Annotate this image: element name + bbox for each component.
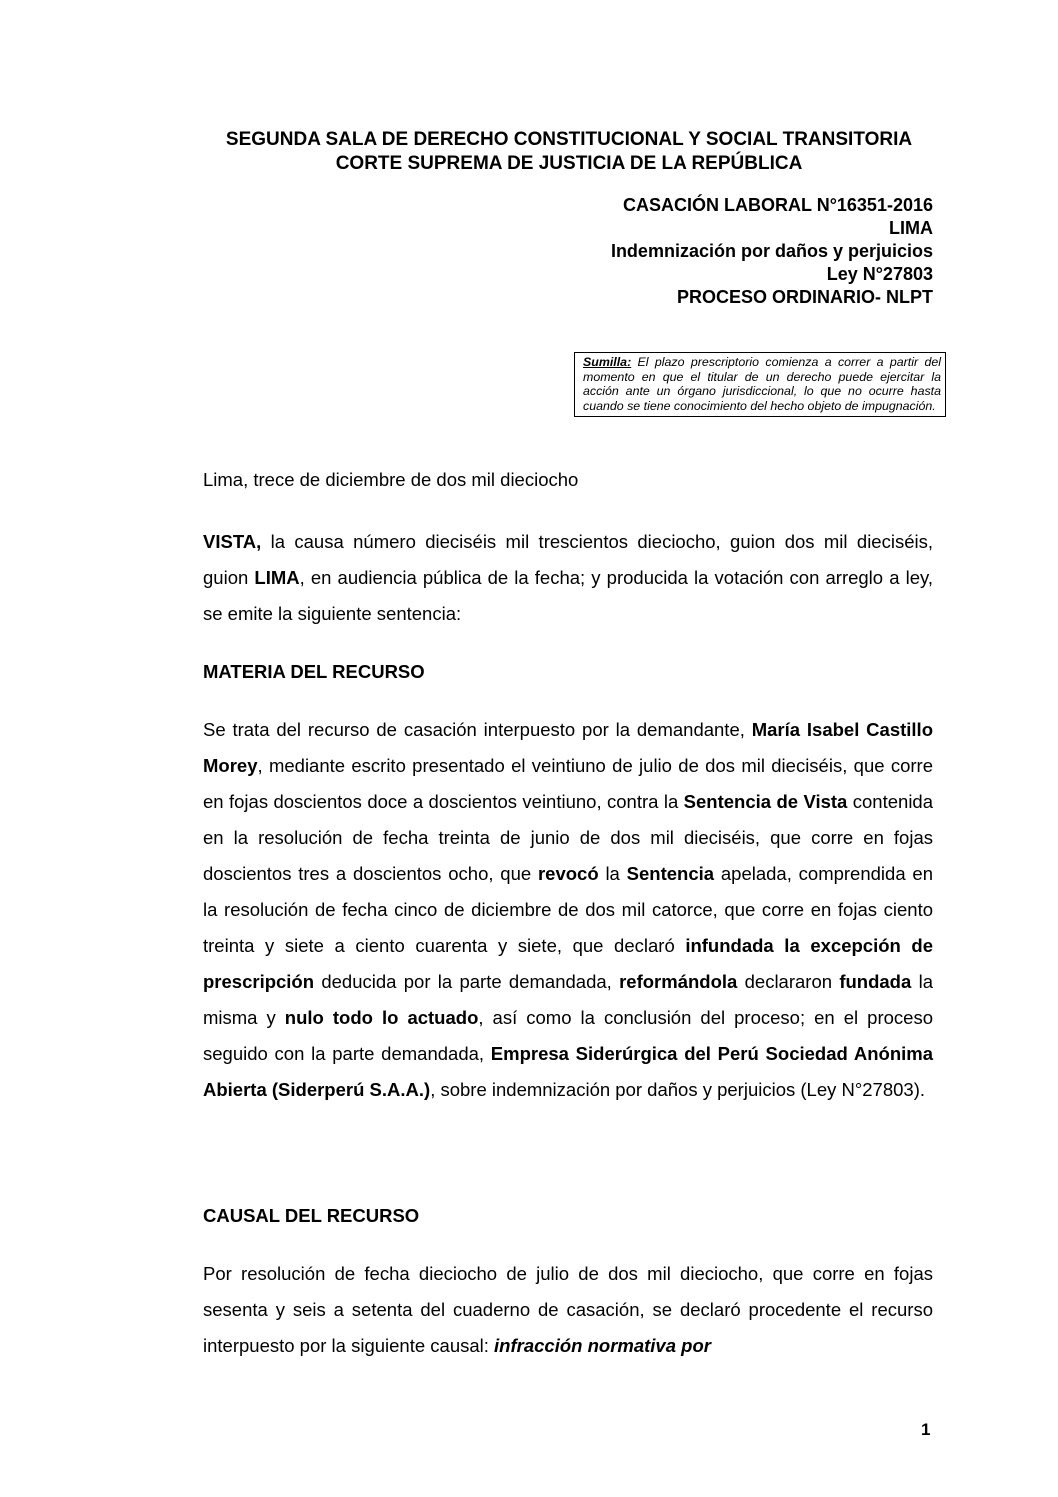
- case-number: CASACIÓN LABORAL N°16351-2016: [623, 195, 933, 215]
- materia-text-7: declararon: [737, 971, 840, 992]
- vista-bold-2: LIMA: [254, 567, 300, 588]
- materia-bold-9: Empresa Siderúrgica del Perú Sociedad Anónima Abierta (Siderperú S.A.A.): [203, 1043, 933, 1100]
- materia-bold-5: infundada la excepción de prescripción: [203, 935, 933, 992]
- case-city: LIMA: [889, 218, 933, 238]
- sumilla-label: Sumilla:: [583, 355, 632, 369]
- court-header-line-1: SEGUNDA SALA DE DERECHO CONSTITUCIONAL Y SOCIAL TRANSITORIA: [225, 129, 913, 150]
- vista-text-1: la causa número dieciséis mil trescientos dieciocho, guion dos mil dieciséis, guion: [203, 531, 933, 588]
- causal-paragraph: [203, 1256, 933, 1364]
- materia-paragraph: [203, 712, 933, 1108]
- section-title-causal: CAUSAL DEL RECURSO: [203, 1205, 420, 1226]
- materia-text-4: la: [598, 863, 627, 884]
- court-header-line-2: CORTE SUPREMA DE JUSTICIA DE LA REPÚBLICA: [335, 153, 803, 174]
- vista-text-2: , en audiencia pública de la fecha; y producida la votación con arreglo a ley, se emite la siguiente sentencia:: [203, 567, 934, 624]
- vista-paragraph: [203, 524, 933, 632]
- causal-text-1: Por resolución de fecha dieciocho de julio de dos mil dieciocho, que corre en fojas sesenta y seis a setenta del cuaderno de casación, se declaró procedente el recurso interpuesto por la siguiente causal:: [203, 1263, 933, 1356]
- materia-text-2: , mediante escrito presentado el veintiuno de julio de dos mil dieciséis, que corre en fojas doscientos doce a doscientos veintiuno, contra la: [203, 755, 933, 812]
- materia-bold-1: María Isabel Castillo Morey: [203, 719, 933, 776]
- materia-bold-4: Sentencia: [626, 863, 715, 884]
- case-info-block: [611, 194, 933, 309]
- case-matter: Indemnización por daños y perjuicios: [610, 241, 933, 261]
- case-law: Ley N°27803: [826, 264, 933, 284]
- causal-bold-italic-1: infracción normativa por: [494, 1335, 711, 1356]
- vista-bold-1: VISTA,: [203, 531, 262, 552]
- materia-bold-6: reformándola: [619, 971, 738, 992]
- materia-bold-7: fundada: [839, 971, 912, 992]
- materia-text-5: apelada, comprendida en la resolución de fecha cinco de diciembre de dos mil catorce, que corre en fojas ciento treinta y siete a ciento cuarenta y siete, que declaró: [203, 863, 933, 956]
- sumilla-text: El plazo prescriptorio comienza a correr a partir del momento en que el titular de un derecho puede ejercitar la acción ante un órgano jurisdiccional, lo que no ocurre hasta cuando se tiene conocimiento del hecho objeto de impugnación.: [583, 355, 941, 413]
- case-process: PROCESO ORDINARIO- NLPT: [676, 287, 933, 307]
- materia-bold-8: nulo todo lo actuado: [284, 1007, 479, 1028]
- materia-text-1: Se trata del recurso de casación interpuesto por la demandante,: [203, 719, 752, 740]
- materia-bold-3: revocó: [537, 863, 599, 884]
- court-header: [140, 128, 998, 176]
- materia-text-9: , así como la conclusión del proceso; en el proceso seguido con la parte demandada,: [203, 1007, 933, 1064]
- materia-text-3: contenida en la resolución de fecha treinta de junio de dos mil dieciséis, que corre en fojas doscientos tres a doscientos ocho, que: [203, 791, 934, 884]
- page-number: 1: [921, 1420, 931, 1439]
- materia-bold-2: Sentencia de Vista: [683, 791, 848, 812]
- sumilla-box: [574, 352, 946, 417]
- materia-text-10: , sobre indemnización por daños y perjuicios (Ley N°27803).: [430, 1079, 926, 1100]
- materia-text-6: deducida por la parte demandada,: [314, 971, 620, 992]
- section-title-materia: MATERIA DEL RECURSO: [203, 661, 425, 682]
- date-line: Lima, trece de diciembre de dos mil dieciocho: [203, 469, 579, 490]
- materia-text-8: la misma y: [203, 971, 933, 1028]
